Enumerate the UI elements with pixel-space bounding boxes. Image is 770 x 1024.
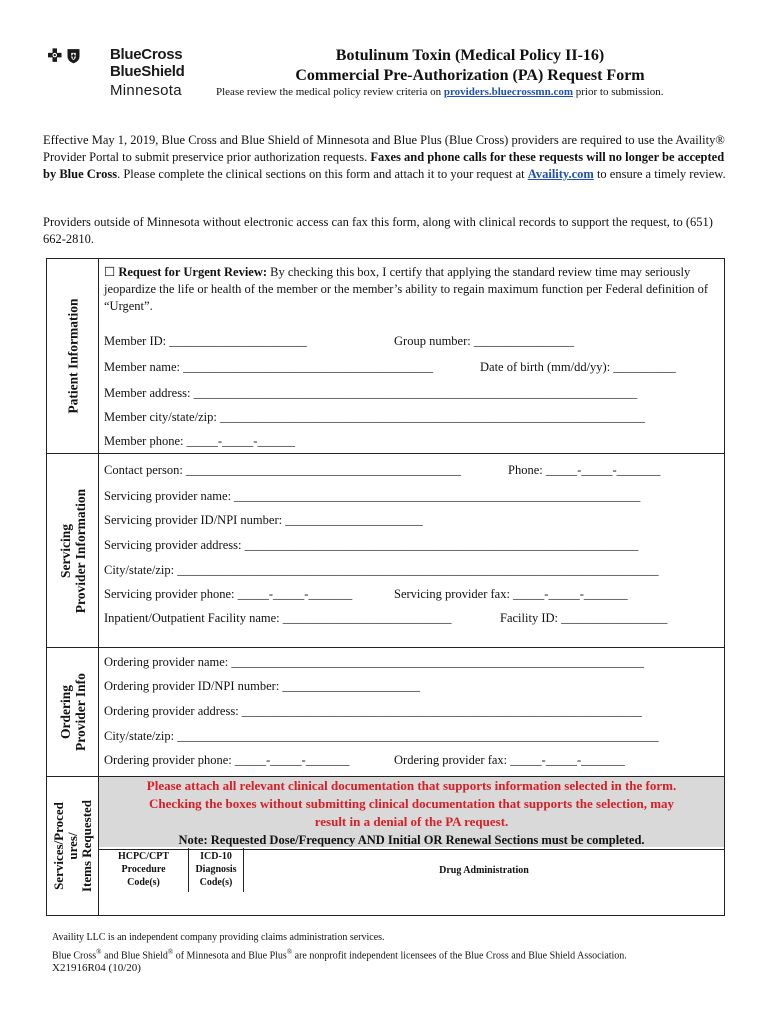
logo-line-blueshield: BlueShield [110,63,185,80]
icd-header-line3: Code(s) [199,877,233,888]
intro-bold: Faxes and phone calls for these requests will no longer be accepted by Blue Cross [43,150,725,181]
member-phone-field[interactable]: Member phone: _____-_____-______ [104,434,295,448]
divider [47,453,724,454]
servicing-section-label [47,454,99,647]
subtitle [216,86,736,98]
servicing-npi-field[interactable]: Servicing provider ID/NPI number: ______________________ [104,513,423,527]
footer-licensees: are nonprofit independent licensees of the Blue Cross and Blue Shield Association. [292,950,627,962]
servicing-city-field[interactable]: City/state/zip: _____________________________________________________________________________ [104,563,659,577]
footer-line-2 [52,945,627,963]
footer-blueshield: and Blue Shield [101,950,168,962]
logo-line-minnesota: Minnesota [110,82,182,99]
ordering-name-field[interactable]: Ordering provider name: __________________________________________________________________ [104,655,644,669]
services-label [52,800,94,892]
ordering-city-field[interactable]: City/state/zip: _____________________________________________________________________________ [104,729,659,743]
urgent-review [104,264,716,315]
servicing-label-line2: Provider Information [72,488,88,613]
intro-paragraph [43,132,733,183]
icd-header-line2: Diagnosis [195,864,237,875]
warning-line-1: Please attach all relevant clinical documentation that supports information selected in the form. [146,778,677,793]
bcbs-logo [48,40,108,80]
member-city-field[interactable]: Member city/state/zip: ____________________________________________________________________ [104,410,645,424]
warning-line-2: Checking the boxes without submitting clinical documentation that supports the selection, may [148,796,675,811]
footer-disclaimer [52,930,627,963]
blue-cross-icon [48,48,62,62]
urgent-text: By checking this box, I certify that applying the standard review time may seriously jeopardize the life or health of the member or the member’s ability to regain maximum function per Federal definition of “Urgent”. [104,265,709,313]
services-label-line2: ures/ [64,832,80,860]
hcpc-header-line1: HCPC/CPT [117,851,170,862]
ordering-address-field[interactable]: Ordering provider address: ________________________________________________________________ [104,704,642,718]
form-title [230,46,710,86]
ordering-label [58,673,88,751]
intro-text-3: to ensure a timely review. [593,167,726,181]
servicing-label-line1: Servicing [57,523,73,578]
documentation-warning [99,777,724,847]
ordering-npi-field[interactable]: Ordering provider ID/NPI number: ______________________ [104,679,420,693]
form-code: X21916R04 (10/20) [52,962,141,974]
servicing-fax-field[interactable]: Servicing provider fax: _____-_____-_______ [394,587,628,601]
ordering-section-label [47,648,99,776]
drug-admin-header: Drug Administration [439,865,529,876]
servicing-name-field[interactable]: Servicing provider name: _________________________________________________________________ [104,489,641,503]
servicing-label [58,488,88,612]
member-id-field[interactable]: Member ID: ______________________ [104,334,307,348]
providers-link[interactable]: providers.bluecrossmn.com [443,86,574,98]
reg-mark: ® [96,948,102,956]
facility-id-field[interactable]: Facility ID: _________________ [500,611,668,625]
services-section-label [47,777,99,915]
intro-text-1: Effective May 1, 2019, Blue Cross and Blue Shield of Minnesota and Blue Plus (Blue Cross) providers are required to use the Availity® Provider Portal to submit preservice prior authorization requests. [43,133,725,164]
reg-mark: ® [286,948,293,956]
group-number-field[interactable]: Group number: ________________ [394,334,574,348]
blue-shield-icon [68,49,80,63]
urgent-checkbox[interactable]: ☐ [104,265,116,279]
ordering-label-line2: Provider Info [72,673,88,751]
servicing-address-field[interactable]: Servicing provider address: _______________________________________________________________ [104,538,639,552]
warning-line-3: result in a denial of the PA request. [314,814,509,829]
facility-name-field[interactable]: Inpatient/Outpatient Facility name: ___________________________ [104,611,452,625]
services-label-line1: Services/Proced [50,802,66,890]
contact-person-field[interactable]: Contact person: ____________________________________________ [104,463,461,477]
contact-phone-field[interactable]: Phone: _____-_____-_______ [508,463,661,477]
footer-line-1: Availity LLC is an independent company providing claims administration services. [52,932,385,943]
ordering-phone-field[interactable]: Ordering provider phone: _____-_____-_______ [104,753,350,767]
divider [47,647,724,648]
fax-paragraph: Providers outside of Minnesota without electronic access can fax this form, along with clinical records to support the request, to (651) 662-2810. [43,215,713,246]
subtitle-before: Please review the medical policy review criteria on [216,86,444,98]
patient-section-label [47,259,99,453]
dob-field[interactable]: Date of birth (mm/dd/yy): __________ [480,360,676,374]
hcpc-header [99,848,189,892]
logo-wordmark [110,46,185,99]
availity-link[interactable]: Availity.com [527,167,594,181]
ordering-fax-field[interactable]: Ordering provider fax: _____-_____-_______ [394,753,625,767]
footer-bluecross: Blue Cross [52,950,97,962]
footer-blueplus: of Minnesota and Blue Plus [173,950,287,962]
intro-text-2: . Please complete the clinical sections on this form and attach it to your request at [117,167,528,181]
ordering-label-line1: Ordering [57,685,73,740]
member-name-field[interactable]: Member name: ________________________________________ [104,360,434,374]
hcpc-header-line2: Procedure [121,864,166,875]
subtitle-after: prior to submission. [573,86,664,98]
icd-header-line1: ICD-10 [200,851,232,862]
title-line-1: Botulinum Toxin (Medical Policy II-16) [335,47,605,64]
title-line-2: Commercial Pre-Authorization (PA) Request Form [295,67,645,84]
reg-mark: ® [167,948,174,956]
hcpc-header-line3: Code(s) [127,877,160,888]
servicing-phone-field[interactable]: Servicing provider phone: _____-_____-_______ [104,587,353,601]
member-address-field[interactable]: Member address: _______________________________________________________________________ [104,386,638,400]
logo-line-bluecross: BlueCross [110,46,183,63]
patient-label: Patient Information [65,298,80,414]
urgent-label: Request for Urgent Review: [118,265,268,279]
warning-note: Note: Requested Dose/Frequency AND Initial OR Renewal Sections must be completed. [178,833,645,847]
icd-header [189,848,244,892]
services-label-line3: Items Requested [78,799,94,893]
